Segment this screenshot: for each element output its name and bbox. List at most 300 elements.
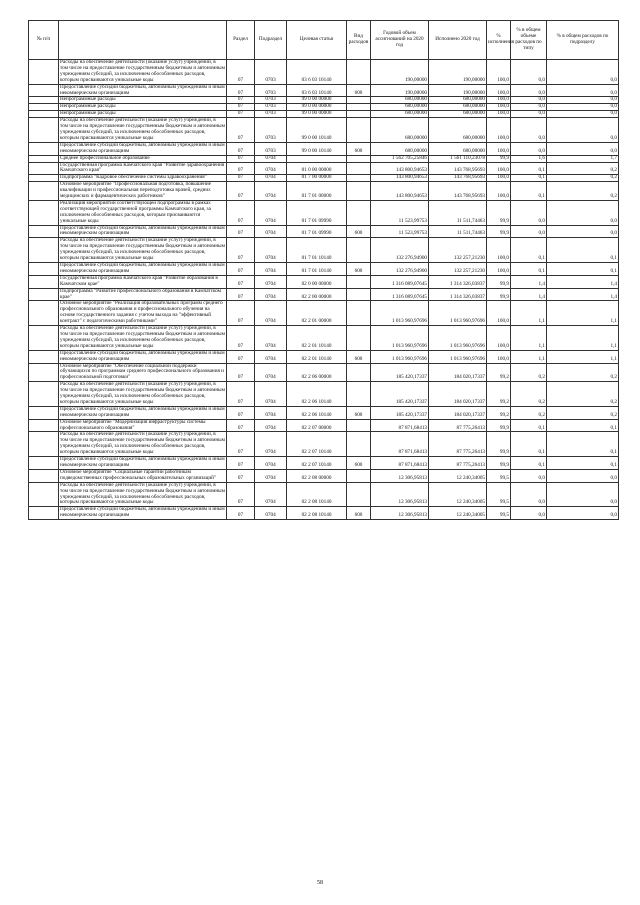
cell-razdel: 07 — [227, 507, 255, 520]
cell-share-section: 0,2 — [547, 175, 619, 182]
cell-plan: 143 800,94653 — [371, 175, 429, 182]
cell-desc: Среднее профессиональное образование — [59, 155, 227, 162]
cell-razdel: 07 — [227, 301, 255, 326]
cell-num — [29, 175, 59, 182]
cell-desc: Предоставление субсидий бюджетным, автономным учреждениям и иным некоммерческим организациям — [60, 349, 225, 362]
cell-plan: 1 013 960,97696 — [371, 301, 429, 326]
cell-vr — [347, 432, 371, 457]
cell-razdel: 07 — [227, 111, 255, 118]
cell-podrazdel: 0703 — [255, 142, 287, 155]
cell-podrazdel: 0704 — [255, 457, 287, 470]
cell-vr — [347, 162, 371, 175]
table-row — [29, 301, 619, 326]
table-row — [29, 155, 619, 162]
cell-vr — [347, 326, 371, 351]
cell-razdel: 07 — [227, 469, 255, 482]
cell-podrazdel: 0704 — [255, 350, 287, 363]
cell-plan: 680,00000 — [371, 97, 429, 104]
cell-csr: 99 0 00 10140 — [287, 142, 347, 155]
cell-plan: 680,00000 — [371, 104, 429, 111]
cell-csr: 02 2 07 00000 — [287, 419, 347, 432]
cell-desc: Основное мероприятие "Социальные гарантии работникам подведомственных профессиональных образовательных организаций" — [59, 469, 227, 482]
cell-csr: 02 2 01 10140 — [287, 350, 347, 363]
cell-share-section: 0,1 — [547, 432, 619, 457]
cell-vr — [347, 118, 371, 143]
cell-share-total: 0,1 — [511, 238, 547, 263]
table-row — [29, 118, 619, 143]
table-row — [29, 162, 619, 175]
cell-exec: 11 511,74463 — [429, 225, 487, 238]
cell-share-total: 0,0 — [511, 482, 547, 507]
cell-num — [29, 104, 59, 111]
cell-vr — [347, 182, 371, 201]
cell-razdel: 07 — [227, 457, 255, 470]
cell-share-section: 0,1 — [547, 238, 619, 263]
cell-razdel: 07 — [227, 155, 255, 162]
cell-share-section: 0,0 — [547, 111, 619, 118]
cell-razdel: 07 — [227, 84, 255, 97]
cell-razdel: 07 — [227, 104, 255, 111]
cell-desc: Основное мероприятие "Профессиональная подготовка, повышение квалификации и профессиональная переподготовка врачей, средних медицинских и фармацевтических работников" — [59, 182, 227, 201]
cell-pct: 99,5 — [487, 469, 511, 482]
cell-desc: Государственная программа Камчатского края "Развитие образования в Камчатском крае" — [59, 275, 227, 288]
cell-exec: 12 240,34005 — [429, 507, 487, 520]
cell-podrazdel: 0703 — [255, 84, 287, 97]
cell-share-section: 0,0 — [547, 118, 619, 143]
header-desc — [59, 21, 227, 60]
cell-pct: 100,0 — [487, 301, 511, 326]
cell-vr: 600 — [347, 142, 371, 155]
cell-num — [29, 155, 59, 162]
cell-desc: Предоставление субсидий бюджетным, автономным учреждениям и иным некоммерческим организациям — [60, 83, 225, 96]
cell-razdel: 07 — [227, 432, 255, 457]
cell-desc: Предоставление субсидий бюджетным, автономным учреждениям и иным некоммерческим организациям — [60, 262, 225, 274]
cell-csr: 02 2 08 10140 — [287, 482, 347, 507]
table-row — [29, 382, 619, 407]
cell-csr: 02 2 06 00000 — [287, 363, 347, 382]
cell-vr: 600 — [347, 350, 371, 363]
cell-razdel: 07 — [227, 406, 255, 419]
cell-share-section: 0,0 — [547, 97, 619, 104]
cell-razdel: 07 — [227, 350, 255, 363]
cell-pct: 100,0 — [487, 350, 511, 363]
cell-share-section: 0,0 — [547, 225, 619, 238]
cell-num — [29, 432, 59, 457]
cell-share-section: 1,1 — [547, 326, 619, 351]
cell-num — [29, 419, 59, 432]
cell-exec: 680,00000 — [429, 111, 487, 118]
cell-plan: 190,00000 — [371, 84, 429, 97]
cell-podrazdel: 0704 — [255, 200, 287, 225]
cell-csr: 02 0 00 00000 — [287, 275, 347, 288]
cell-share-total: 0,0 — [511, 142, 547, 155]
cell-csr: 99 0 00 00000 — [287, 97, 347, 104]
cell-num — [29, 482, 59, 507]
cell-razdel: 07 — [227, 60, 255, 85]
cell-desc: Расходы на обеспечение деятельности (оказание услуг) учреждений, в том числе на предоставление государственным бюджетным и автономным учреждениям субсидий, за исключением обособленных расходов, которым присваиваются уникальные коды — [60, 431, 225, 456]
cell-vr — [347, 60, 371, 85]
cell-num — [29, 350, 59, 363]
table-row — [29, 363, 619, 382]
cell-pct: 99,9 — [487, 200, 511, 225]
cell-podrazdel: 0704 — [255, 182, 287, 201]
cell-share-section: 1,1 — [547, 301, 619, 326]
cell-podrazdel: 0704 — [255, 432, 287, 457]
cell-vr — [347, 363, 371, 382]
cell-razdel: 07 — [227, 238, 255, 263]
cell-plan: 1 013 960,97696 — [371, 350, 429, 363]
cell-share-total: 0,0 — [511, 97, 547, 104]
cell-share-total: 0,0 — [511, 225, 547, 238]
cell-podrazdel: 0704 — [255, 155, 287, 162]
cell-podrazdel: 0704 — [255, 238, 287, 263]
cell-exec: 132 257,21230 — [429, 238, 487, 263]
cell-vr — [347, 288, 371, 301]
cell-desc: Расходы на обеспечение деятельности (оказание услуг) учреждений, в том числе на предоставление государственным бюджетным и автономным учреждениям субсидий, за исключением обособленных расходов, которым присваиваются уникальные коды — [60, 117, 225, 141]
cell-num — [29, 182, 59, 201]
cell-exec: 680,00000 — [429, 118, 487, 143]
cell-num — [29, 507, 59, 520]
cell-share-section: 0,2 — [547, 406, 619, 419]
table-row — [29, 275, 619, 288]
cell-exec: 143 768,95693 — [429, 182, 487, 201]
cell-share-section: 0,2 — [547, 162, 619, 175]
cell-num — [29, 60, 59, 85]
cell-desc: Основное мероприятие "Модернизация инфраструктуры системы профессионального образования" — [59, 419, 227, 432]
cell-num — [29, 200, 59, 225]
cell-plan: 11 523,99753 — [371, 200, 429, 225]
cell-csr: 02 2 07 10140 — [287, 432, 347, 457]
cell-desc: Основное мероприятие "Реализация образовательных программ среднего профессионального образования и профессионального обучения на основе государственного задания с учетом выхода на "эффективный контракт" с педагогическими работниками" — [59, 301, 227, 326]
cell-plan: 132 276,94900 — [371, 263, 429, 276]
cell-exec: 1 314 326,03837 — [429, 288, 487, 301]
cell-razdel: 07 — [227, 175, 255, 182]
cell-csr: 02 2 01 10140 — [287, 326, 347, 351]
table-row — [29, 432, 619, 457]
cell-csr: 01 0 00 00000 — [287, 162, 347, 175]
cell-share-total: 0,2 — [511, 363, 547, 382]
cell-pct: 100,0 — [487, 182, 511, 201]
cell-share-total: 0,0 — [511, 469, 547, 482]
cell-razdel: 07 — [227, 142, 255, 155]
cell-share-section: 1,1 — [547, 350, 619, 363]
cell-vr — [347, 301, 371, 326]
cell-razdel: 07 — [227, 288, 255, 301]
cell-num — [29, 469, 59, 482]
cell-exec: 1 013 960,97696 — [429, 326, 487, 351]
cell-pct: 99,9 — [487, 225, 511, 238]
cell-plan: 87 871,68413 — [371, 457, 429, 470]
cell-pct: 100,0 — [487, 111, 511, 118]
cell-desc: Предоставление субсидий бюджетным, автономным учреждениям и иным некоммерческим организациям — [60, 456, 225, 468]
table-row — [29, 457, 619, 470]
cell-exec: 143 768,95693 — [429, 162, 487, 175]
cell-share-section: 1,4 — [547, 288, 619, 301]
table-row — [29, 60, 619, 85]
cell-pct: 100,0 — [487, 263, 511, 276]
cell-num — [29, 111, 59, 118]
cell-podrazdel: 0704 — [255, 363, 287, 382]
cell-share-section: 0,0 — [547, 84, 619, 97]
table-row — [29, 238, 619, 263]
cell-share-total: 0,1 — [511, 175, 547, 182]
table-row — [29, 263, 619, 276]
page-number: 58 — [317, 880, 323, 886]
cell-share-section: 0,1 — [547, 263, 619, 276]
cell-exec: 184 020,17337 — [429, 406, 487, 419]
cell-plan: 12 306,95813 — [371, 469, 429, 482]
cell-desc: Реализация мероприятий соответствующей подпрограммы в рамках соответствующей государственной программы Камчатского края, за исключением обособленных расходов, которым присваиваются уникальные коды — [59, 200, 227, 225]
cell-share-total: 1,1 — [511, 326, 547, 351]
cell-plan: 143 800,94653 — [371, 162, 429, 175]
cell-desc: Основное мероприятие "Обеспечение социальной поддержки обучающихся по программам среднего профессионального образования и профессиональной подготовки" — [59, 363, 227, 382]
table-row — [29, 350, 619, 363]
cell-share-section: 0,1 — [547, 457, 619, 470]
cell-desc: Государственная программа Камчатского края "Развитие здравоохранения Камчатского края" — [59, 162, 227, 175]
cell-podrazdel: 0704 — [255, 275, 287, 288]
cell-num — [29, 238, 59, 263]
cell-num — [29, 326, 59, 351]
cell-pct: 99,2 — [487, 363, 511, 382]
table-row — [29, 469, 619, 482]
cell-podrazdel: 0704 — [255, 175, 287, 182]
cell-pct: 99,9 — [487, 288, 511, 301]
header-num: № п/п — [29, 21, 59, 60]
cell-csr: 01 7 01 00000 — [287, 182, 347, 201]
cell-vr: 600 — [347, 507, 371, 520]
cell-share-total: 1,1 — [511, 301, 547, 326]
cell-share-section: 1,4 — [547, 275, 619, 288]
cell-num — [29, 382, 59, 407]
cell-razdel: 07 — [227, 326, 255, 351]
cell-desc: Предоставление субсидий бюджетным, автономным учреждениям и иным некоммерческим организациям — [60, 141, 225, 154]
cell-podrazdel: 0704 — [255, 469, 287, 482]
cell-csr: 01 7 01 10140 — [287, 263, 347, 276]
cell-desc: Непрограммные расходы — [59, 97, 227, 104]
cell-desc: Расходы на обеспечение деятельности (оказание услуг) учреждений, в том числе на предоставление государственным бюджетным и автономным учреждениям субсидий, за исключением обособленных расходов, которым присваиваются уникальные коды — [60, 481, 225, 506]
cell-num — [29, 363, 59, 382]
cell-plan: 185 420,17337 — [371, 406, 429, 419]
cell-vr — [347, 382, 371, 407]
cell-podrazdel: 0704 — [255, 301, 287, 326]
cell-exec: 1 561 110,23078 — [429, 155, 487, 162]
cell-desc: Подпрограмма "Кадровое обеспечение системы здравоохранения" — [59, 175, 227, 182]
cell-share-total: 0,0 — [511, 104, 547, 111]
header-plan: Годовой объем ассигнований на 2020 год — [371, 21, 429, 60]
cell-share-total: 0,1 — [511, 457, 547, 470]
cell-share-total: 0,0 — [511, 60, 547, 85]
header-exec: Исполнено 2020 год — [429, 21, 487, 60]
cell-num — [29, 84, 59, 97]
cell-pct: 100,0 — [487, 118, 511, 143]
cell-vr — [347, 155, 371, 162]
cell-pct: 99,9 — [487, 419, 511, 432]
cell-num — [29, 457, 59, 470]
cell-exec: 680,00000 — [429, 104, 487, 111]
cell-exec: 680,00000 — [429, 142, 487, 155]
cell-vr: 600 — [347, 84, 371, 97]
cell-razdel: 07 — [227, 225, 255, 238]
cell-share-section: 0,0 — [547, 482, 619, 507]
cell-plan: 87 871,68413 — [371, 432, 429, 457]
table-row — [29, 406, 619, 419]
cell-share-total: 0,0 — [511, 111, 547, 118]
cell-razdel: 07 — [227, 263, 255, 276]
cell-desc: Предоставление субсидий бюджетным, автономным учреждениям и иным некоммерческим организациям — [60, 506, 225, 519]
cell-csr: 02 2 08 10140 — [287, 507, 347, 520]
table-row — [29, 84, 619, 97]
cell-share-section: 0,0 — [547, 469, 619, 482]
cell-desc: Расходы на обеспечение деятельности (оказание услуг) учреждений, в том числе на предоставление государственным бюджетным и автономным учреждениям субсидий, за исключением обособленных расходов, которым присваиваются уникальные коды — [60, 381, 225, 405]
cell-share-section: 0,0 — [547, 507, 619, 520]
cell-vr — [347, 175, 371, 182]
cell-desc: Расходы на обеспечение деятельности (оказание услуг) учреждений, в том числе на предоставление государственным бюджетным и автономным учреждениям субсидий, за исключением обособленных расходов, которым присваиваются уникальные коды — [60, 237, 225, 262]
cell-podrazdel: 0704 — [255, 225, 287, 238]
table-row — [29, 482, 619, 507]
cell-num — [29, 288, 59, 301]
cell-pct: 100,0 — [487, 238, 511, 263]
cell-csr: 99 0 00 00000 — [287, 111, 347, 118]
cell-share-total: 0,1 — [511, 162, 547, 175]
cell-exec: 1 013 960,97696 — [429, 301, 487, 326]
cell-vr — [347, 469, 371, 482]
cell-num — [29, 275, 59, 288]
cell-vr: 600 — [347, 406, 371, 419]
cell-pct: 99,9 — [487, 155, 511, 162]
cell-share-total: 1,4 — [511, 275, 547, 288]
cell-desc: Непрограммные расходы — [59, 111, 227, 118]
cell-share-total: 0,0 — [511, 118, 547, 143]
document-page — [28, 20, 618, 520]
cell-podrazdel: 0704 — [255, 419, 287, 432]
header-razdel: Раздел — [227, 21, 255, 60]
cell-pct: 100,0 — [487, 84, 511, 97]
cell-num — [29, 97, 59, 104]
cell-pct: 99,9 — [487, 457, 511, 470]
cell-share-total: 1,6 — [511, 155, 547, 162]
cell-plan: 1 562 705,25846 — [371, 155, 429, 162]
cell-share-section: 1,7 — [547, 155, 619, 162]
cell-pct: 100,0 — [487, 142, 511, 155]
header-csr: Целевая статья — [287, 21, 347, 60]
cell-exec: 184 020,17337 — [429, 382, 487, 407]
cell-pct: 100,0 — [487, 104, 511, 111]
cell-podrazdel: 0704 — [255, 326, 287, 351]
cell-share-total: 0,2 — [511, 382, 547, 407]
cell-vr: 600 — [347, 457, 371, 470]
cell-vr: 600 — [347, 263, 371, 276]
cell-podrazdel: 0704 — [255, 406, 287, 419]
header-vr: Вид расходов — [347, 21, 371, 60]
cell-podrazdel: 0703 — [255, 104, 287, 111]
cell-plan: 12 306,95813 — [371, 507, 429, 520]
cell-csr: 02 2 06 10140 — [287, 406, 347, 419]
cell-pct: 99,2 — [487, 382, 511, 407]
cell-desc: Непрограммные расходы — [59, 104, 227, 111]
cell-share-section: 0,2 — [547, 363, 619, 382]
cell-exec: 12 240,34005 — [429, 482, 487, 507]
cell-share-total: 0,0 — [511, 200, 547, 225]
cell-num — [29, 225, 59, 238]
cell-csr: 01 7 01 09990 — [287, 200, 347, 225]
cell-exec: 87 775,26413 — [429, 432, 487, 457]
cell-share-total: 0,1 — [511, 182, 547, 201]
cell-exec: 1 013 960,97696 — [429, 350, 487, 363]
cell-exec: 12 240,34005 — [429, 469, 487, 482]
cell-razdel: 07 — [227, 363, 255, 382]
cell-plan: 185 420,17337 — [371, 382, 429, 407]
cell-razdel: 07 — [227, 275, 255, 288]
cell-razdel: 07 — [227, 97, 255, 104]
cell-csr — [287, 155, 347, 162]
cell-csr: 02 2 01 00000 — [287, 301, 347, 326]
cell-csr: 02 2 00 00000 — [287, 288, 347, 301]
table-body — [29, 60, 619, 520]
cell-share-section: 0,0 — [547, 104, 619, 111]
cell-plan: 680,00000 — [371, 118, 429, 143]
header-share-section: % в общем расходов по подразделу — [547, 21, 619, 60]
cell-csr: 99 0 00 00000 — [287, 104, 347, 111]
cell-share-section: 0,0 — [547, 60, 619, 85]
cell-plan: 680,00000 — [371, 142, 429, 155]
table-row — [29, 326, 619, 351]
cell-razdel: 07 — [227, 482, 255, 507]
cell-exec: 1 314 326,03837 — [429, 275, 487, 288]
header-podrazdel: Подраздел — [255, 21, 287, 60]
cell-razdel: 07 — [227, 118, 255, 143]
cell-csr: 01 7 00 00000 — [287, 175, 347, 182]
cell-csr: 03 6 03 10140 — [287, 84, 347, 97]
cell-podrazdel: 0704 — [255, 507, 287, 520]
cell-exec: 190,00000 — [429, 60, 487, 85]
cell-vr — [347, 111, 371, 118]
cell-csr: 02 2 07 10140 — [287, 457, 347, 470]
cell-plan: 1 316 089,07645 — [371, 275, 429, 288]
cell-plan: 190,00000 — [371, 60, 429, 85]
header-share-total: % в общем объеме расходов по типу — [511, 21, 547, 60]
cell-pct: 99,9 — [487, 432, 511, 457]
cell-csr: 01 7 01 10140 — [287, 238, 347, 263]
cell-vr: 600 — [347, 225, 371, 238]
header-pct: % исполнения — [487, 21, 511, 60]
table-row — [29, 200, 619, 225]
cell-plan: 87 871,68413 — [371, 419, 429, 432]
cell-vr — [347, 275, 371, 288]
cell-share-section: 0,2 — [547, 182, 619, 201]
cell-vr — [347, 200, 371, 225]
cell-razdel: 07 — [227, 419, 255, 432]
cell-num — [29, 118, 59, 143]
cell-num — [29, 301, 59, 326]
cell-exec: 87 775,26413 — [429, 419, 487, 432]
cell-share-total: 0,1 — [511, 419, 547, 432]
table-row — [29, 507, 619, 520]
cell-exec: 143 768,95693 — [429, 175, 487, 182]
cell-plan: 12 306,95813 — [371, 482, 429, 507]
cell-pct: 99,9 — [487, 275, 511, 288]
cell-razdel: 07 — [227, 200, 255, 225]
cell-razdel: 07 — [227, 382, 255, 407]
cell-pct: 100,0 — [487, 175, 511, 182]
cell-desc: Предоставление субсидий бюджетным, автономным учреждениям и иным некоммерческим организациям — [60, 224, 225, 237]
cell-podrazdel: 0703 — [255, 97, 287, 104]
cell-csr: 02 2 08 00000 — [287, 469, 347, 482]
cell-share-total: 0,1 — [511, 432, 547, 457]
cell-plan: 143 800,94653 — [371, 182, 429, 201]
cell-share-total: 0,0 — [511, 507, 547, 520]
cell-pct: 99,5 — [487, 482, 511, 507]
cell-vr — [347, 482, 371, 507]
